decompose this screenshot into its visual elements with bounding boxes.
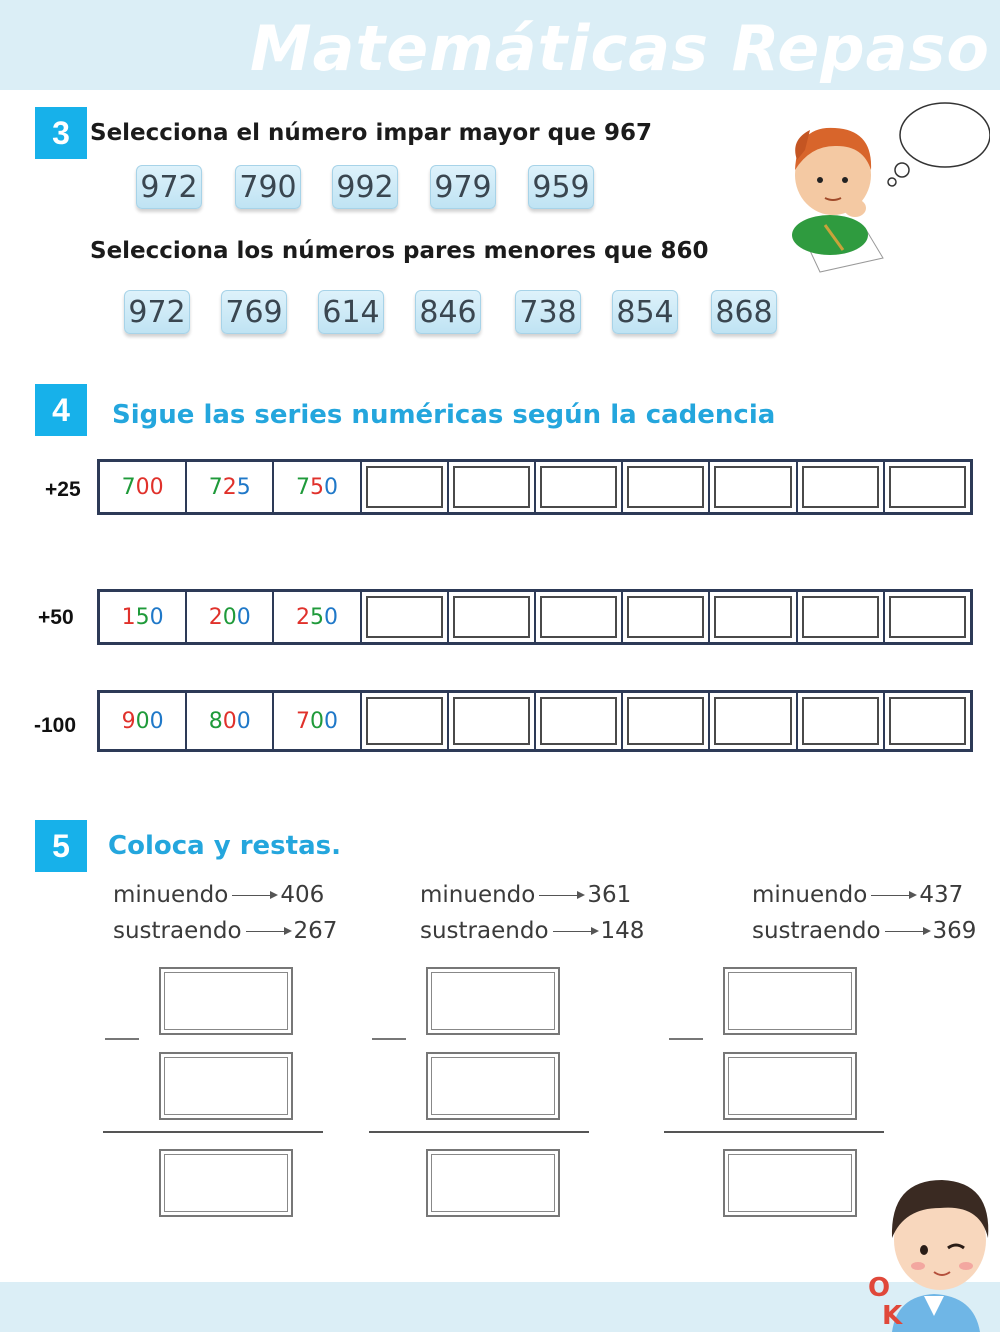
series-answer-input[interactable] xyxy=(623,592,710,642)
arrow-right-icon xyxy=(553,931,597,932)
arrow-right-icon xyxy=(871,895,915,896)
page-title: Matemáticas Repaso xyxy=(249,12,990,85)
series-answer-input[interactable] xyxy=(449,462,536,512)
arrow-right-icon xyxy=(232,895,276,896)
ok-boy-sticker xyxy=(862,1168,1000,1332)
ok-letter-k: K xyxy=(882,1301,903,1331)
series-given-value: 7 00 xyxy=(100,462,187,512)
series-given-value: 2 5 0 xyxy=(274,592,361,642)
minus-sign xyxy=(669,1038,703,1040)
section-3-number: 3 xyxy=(35,107,87,159)
minuendo-label-1: minuendo 406 xyxy=(113,882,325,908)
sustraendo-label-1: sustraendo 267 xyxy=(113,918,338,944)
option-chip[interactable]: 972 xyxy=(124,290,190,334)
series-answer-input[interactable] xyxy=(798,592,885,642)
section-4-instruction: Sigue las series numéricas según la cadencia xyxy=(112,400,776,430)
series-answer-input[interactable] xyxy=(885,592,970,642)
thinking-boy-illustration xyxy=(785,100,990,275)
series-answer-input[interactable] xyxy=(885,693,970,749)
option-chip[interactable]: 992 xyxy=(332,165,398,209)
arrow-right-icon xyxy=(885,931,929,932)
series-answer-input[interactable] xyxy=(623,462,710,512)
series-row-plus-50 xyxy=(97,589,973,645)
sustraendo-label-3: sustraendo 369 xyxy=(752,918,977,944)
series-answer-input[interactable] xyxy=(449,592,536,642)
sustraendo-input-2[interactable] xyxy=(426,1052,560,1120)
series-answer-input[interactable] xyxy=(623,693,710,749)
series-answer-input[interactable] xyxy=(362,592,449,642)
series-answer-input[interactable] xyxy=(536,462,623,512)
series-row-plus-25 xyxy=(97,459,973,515)
series-label-plus-50: +50 xyxy=(38,606,74,629)
series-given-value: 7 5 0 xyxy=(274,462,361,512)
option-chip[interactable]: 614 xyxy=(318,290,384,334)
series-given-value: 8 0 0 xyxy=(187,693,274,749)
arrow-right-icon xyxy=(246,931,290,932)
series-answer-input[interactable] xyxy=(362,693,449,749)
series-answer-input[interactable] xyxy=(362,462,449,512)
minus-sign xyxy=(372,1038,406,1040)
subtraction-line xyxy=(664,1131,884,1133)
option-chip[interactable]: 846 xyxy=(415,290,481,334)
minus-sign xyxy=(105,1038,139,1040)
minuendo-input-3[interactable] xyxy=(723,967,857,1035)
arrow-right-icon xyxy=(539,895,583,896)
series-label-minus-100: -100 xyxy=(34,714,77,737)
series-answer-input[interactable] xyxy=(536,693,623,749)
result-input-1[interactable] xyxy=(159,1149,293,1217)
minuendo-label-3: minuendo 437 xyxy=(752,882,964,908)
series-given-value: 7 0 0 xyxy=(274,693,361,749)
subtraction-line xyxy=(103,1131,323,1133)
series-given-value: 9 0 0 xyxy=(100,693,187,749)
series-answer-input[interactable] xyxy=(798,462,885,512)
section-5-instruction: Coloca y restas. xyxy=(108,831,341,861)
footer-band xyxy=(0,1282,1000,1332)
section-3-instruction-2: Selecciona los números pares menores que 860 xyxy=(90,238,709,264)
sustraendo-input-1[interactable] xyxy=(159,1052,293,1120)
option-chip[interactable]: 854 xyxy=(612,290,678,334)
sustraendo-label-2: sustraendo 148 xyxy=(420,918,645,944)
series-given-value: 1 5 0 xyxy=(100,592,187,642)
option-chip[interactable]: 738 xyxy=(515,290,581,334)
subtraction-line xyxy=(369,1131,589,1133)
series-answer-input[interactable] xyxy=(710,462,797,512)
ok-letter-o: O xyxy=(868,1273,891,1303)
result-input-2[interactable] xyxy=(426,1149,560,1217)
series-answer-input[interactable] xyxy=(449,693,536,749)
option-chip[interactable]: 790 xyxy=(235,165,301,209)
option-chip[interactable]: 868 xyxy=(711,290,777,334)
series-given-value: 2 0 0 xyxy=(187,592,274,642)
series-answer-input[interactable] xyxy=(798,693,885,749)
section-3-instruction-1: Selecciona el número impar mayor que 967 xyxy=(90,120,653,146)
option-chip[interactable]: 769 xyxy=(221,290,287,334)
section-5-number: 5 xyxy=(35,820,87,872)
series-answer-input[interactable] xyxy=(710,592,797,642)
option-chip[interactable]: 972 xyxy=(136,165,202,209)
option-chip[interactable]: 959 xyxy=(528,165,594,209)
sustraendo-input-3[interactable] xyxy=(723,1052,857,1120)
series-given-value: 7 2 5 xyxy=(187,462,274,512)
series-answer-input[interactable] xyxy=(885,462,970,512)
option-chip[interactable]: 979 xyxy=(430,165,496,209)
minuendo-input-2[interactable] xyxy=(426,967,560,1035)
series-row-minus-100 xyxy=(97,690,973,752)
minuendo-label-2: minuendo 361 xyxy=(420,882,632,908)
series-label-plus-25: +25 xyxy=(45,478,81,501)
series-answer-input[interactable] xyxy=(710,693,797,749)
series-answer-input[interactable] xyxy=(536,592,623,642)
section-4-number: 4 xyxy=(35,384,87,436)
minuendo-input-1[interactable] xyxy=(159,967,293,1035)
result-input-3[interactable] xyxy=(723,1149,857,1217)
